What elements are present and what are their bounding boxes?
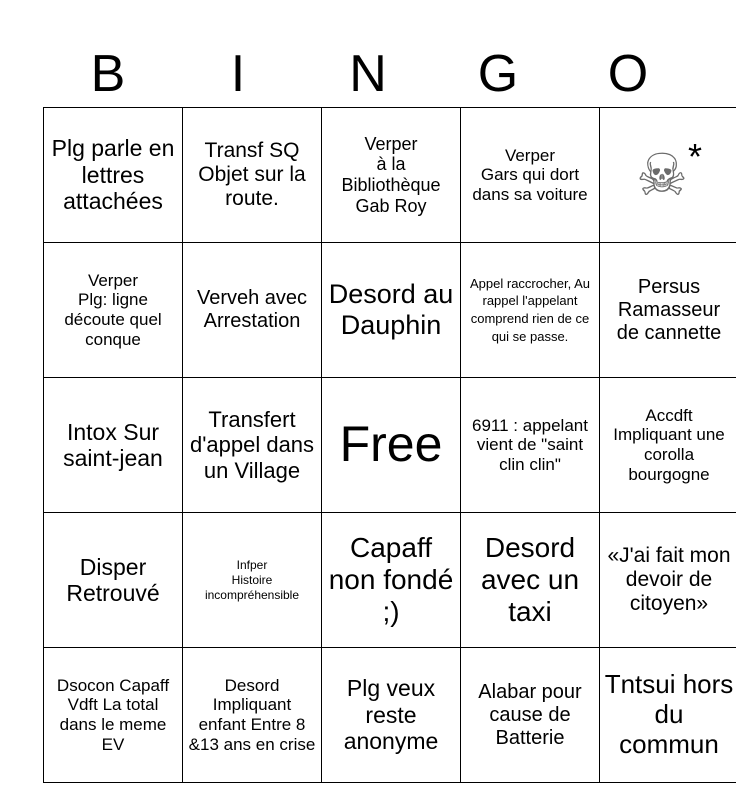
cell-text: Disper Retrouvé	[66, 553, 160, 606]
board-row	[44, 108, 736, 243]
cell-text: Verveh avec Arrestation	[196, 287, 308, 332]
cell-text: Plg parle en lettres attachées	[51, 135, 175, 215]
bingo-cell[interactable]	[183, 513, 322, 648]
free-cell[interactable]	[322, 378, 461, 513]
bingo-cell[interactable]	[600, 378, 736, 513]
cell-text: Persus Ramasseur de cannette	[616, 275, 722, 344]
header-letter-n: N	[349, 45, 387, 103]
bingo-cell[interactable]	[183, 648, 322, 783]
cell-text: Capaff non fondé ;)	[328, 531, 454, 628]
cell-text: Desord Impliquant enfant Entre 8 &13 ans en crise	[188, 675, 316, 754]
cell-text: Tntsui hors du commun	[604, 669, 734, 759]
cell-text: Transfert d'appel dans un Village	[189, 407, 315, 483]
board-row	[44, 513, 736, 648]
cell-text: «J'ai fait mon devoir de citoyen»	[607, 543, 731, 616]
board-row	[44, 243, 736, 378]
bingo-cell[interactable]	[600, 243, 736, 378]
bingo-header	[43, 40, 693, 108]
header-letter-b: B	[90, 45, 126, 103]
header-letter-g: G	[477, 45, 519, 103]
cell-text: Accdft Impliquant une corolla bourgogne	[613, 405, 725, 484]
cell-text: Verper à la Bibliothèque Gab Roy	[341, 133, 441, 216]
bingo-cell[interactable]	[44, 243, 183, 378]
skull-icon: ☠	[635, 140, 688, 209]
header-letter-i: I	[230, 45, 246, 103]
cell-text: Verper Gars qui dort dans sa voiture	[472, 145, 588, 204]
bingo-cell[interactable]	[44, 648, 183, 783]
bingo-cell[interactable]	[461, 378, 600, 513]
cell-text: 6911 : appelant vient de "saint clin clin"	[472, 415, 588, 474]
cell-text: Desord avec un taxi	[480, 531, 580, 628]
bingo-board	[43, 107, 736, 783]
bingo-cell[interactable]	[322, 108, 461, 243]
cell-text: Dsocon Capaff Vdft La total dans le meme EV	[56, 675, 170, 754]
cell-text: Transf SQ Objet sur la route.	[198, 138, 306, 211]
free-label: Free	[339, 416, 443, 473]
cell-text: Desord au Dauphin	[328, 278, 454, 340]
cell-text: Plg veux reste anonyme	[343, 675, 439, 755]
skull-star: *	[687, 135, 702, 177]
bingo-cell[interactable]	[322, 648, 461, 783]
bingo-cell[interactable]	[461, 108, 600, 243]
cell-text: Infper Histoire incompréhensible	[204, 557, 300, 602]
bingo-cell[interactable]	[44, 378, 183, 513]
cell-text: Appel raccrocher, Au rappel l'appelant comprend rien de ce qui se passe.	[470, 275, 590, 344]
bingo-cell[interactable]	[461, 513, 600, 648]
board-row	[44, 378, 736, 513]
bingo-cell[interactable]	[44, 108, 183, 243]
bingo-cell[interactable]	[461, 648, 600, 783]
bingo-cell[interactable]	[461, 243, 600, 378]
board-row	[44, 648, 736, 783]
bingo-cell[interactable]	[183, 108, 322, 243]
bingo-cell[interactable]	[44, 513, 183, 648]
bingo-cell[interactable]	[322, 513, 461, 648]
bingo-cell[interactable]	[322, 243, 461, 378]
bingo-cell[interactable]	[600, 513, 736, 648]
bingo-cell[interactable]	[183, 378, 322, 513]
header-letter-o: O	[607, 45, 649, 103]
bingo-cell[interactable]	[183, 243, 322, 378]
cell-text: Alabar pour cause de Batterie	[478, 680, 582, 749]
bingo-cell[interactable]	[600, 648, 736, 783]
bingo-cell[interactable]	[600, 108, 736, 243]
cell-text: Intox Sur saint-jean	[63, 418, 163, 471]
cell-text: Verper Plg: ligne découte quel conque	[64, 270, 162, 349]
